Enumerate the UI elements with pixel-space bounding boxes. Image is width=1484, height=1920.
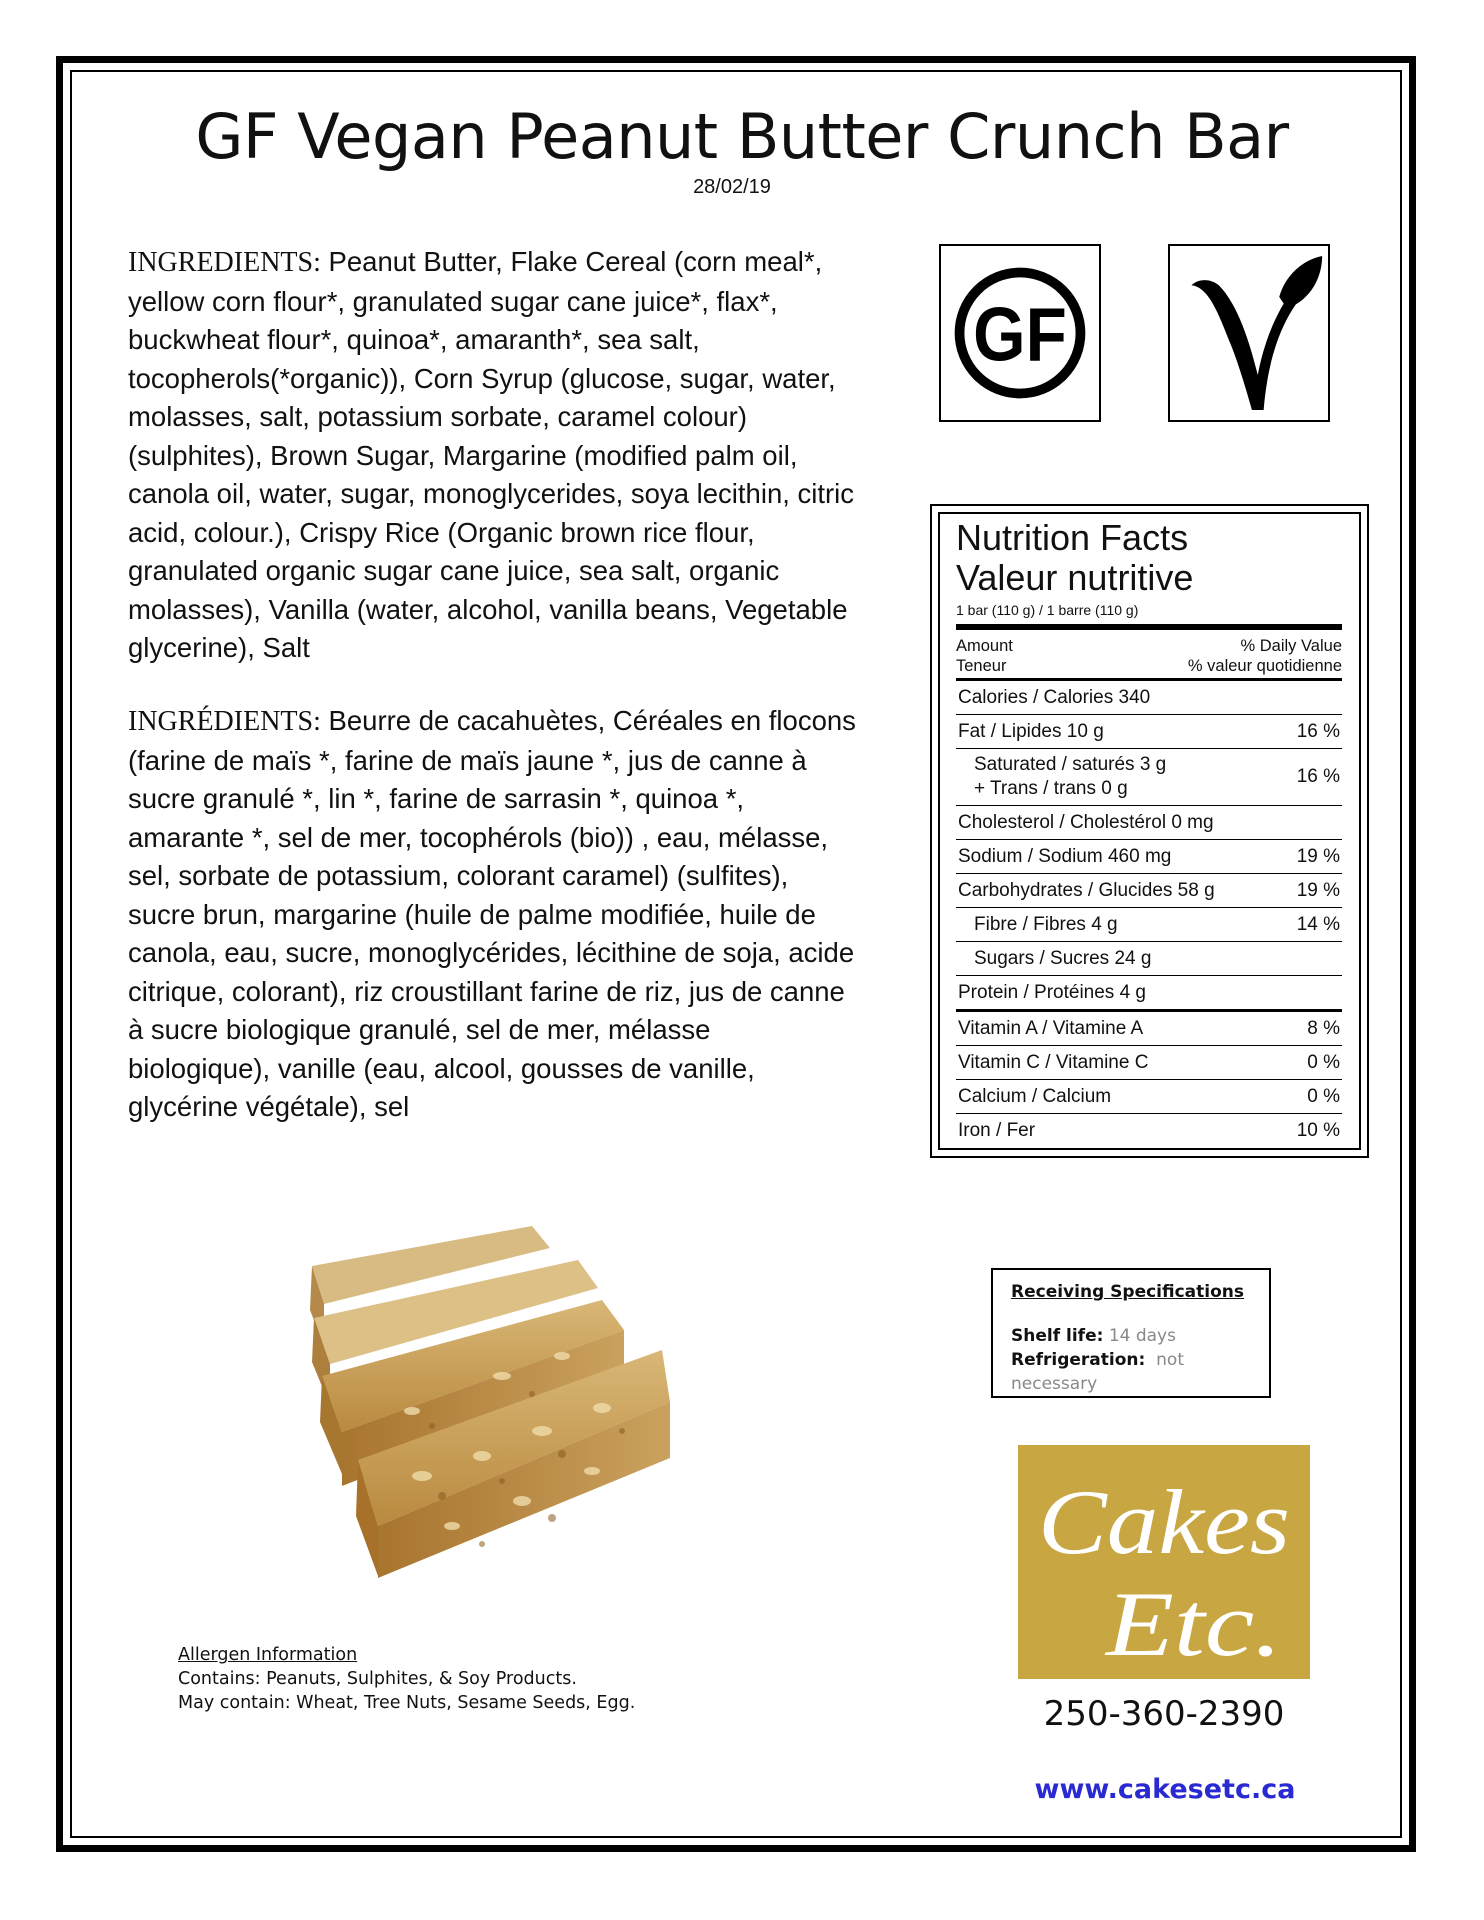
- daily-value-label-en: % Daily Value: [1240, 637, 1342, 655]
- nutrition-row-sodium: [956, 840, 1342, 874]
- refrigeration-value: not necessary: [1011, 1350, 1184, 1394]
- allergen-heading: Allergen Information: [178, 1645, 358, 1665]
- trans-label: + Trans / trans 0 g: [974, 778, 1128, 799]
- gluten-free-icon: [941, 246, 1099, 420]
- nutrition-row-iron: [956, 1114, 1342, 1147]
- gluten-free-badge: [939, 244, 1101, 422]
- nutrition-row-cholesterol: [956, 806, 1342, 840]
- cakes-etc-logo: [1018, 1445, 1310, 1679]
- ingredients-english-text: Peanut Butter, Flake Cereal (corn meal*, yellow corn flour*, granulated sugar cane juice*, flax*, buckwheat flour*, quinoa*, amaranth*, sea salt, tocopherols(*organic)), Corn Syrup (glucose, sugar, water, molasses, salt, potassium sorbate, caramel colour) (sulphites), Brown Sugar, Margarine (modified palm oil, canola oil, water, sugar, monoglycerides, soya lecithin, citric acid, colour.), Crispy Rice (Organic brown rice flour, granulated organic sugar cane juice, sea salt, organic molasses), Vanilla (water, alcohol, vanilla beans, Vegetable glycerine), Salt: [128, 246, 855, 663]
- receiving-heading: Receiving Specifications: [1011, 1282, 1245, 1302]
- phone-number: 250-360-2390: [1043, 1694, 1285, 1734]
- carbohydrates-dv: 19 %: [1296, 879, 1340, 901]
- vitamin-a-dv: 8 %: [1307, 1017, 1340, 1039]
- daily-value-label-fr: % valeur quotidienne: [1187, 657, 1342, 675]
- vitamin-c-dv: 0 %: [1307, 1051, 1340, 1073]
- iron-dv: 10 %: [1296, 1119, 1340, 1141]
- allergen-may-contain: May contain: Wheat, Tree Nuts, Sesame Seeds, Egg.: [178, 1693, 636, 1713]
- cakes-etc-logo-graphic: [1018, 1445, 1310, 1679]
- nutrition-title-en: Nutrition Facts: [956, 517, 1189, 558]
- cholesterol-label: Cholesterol / Cholestérol 0 mg: [958, 811, 1214, 833]
- saturated-label: Saturated / saturés 3 g: [974, 754, 1167, 775]
- nutrition-row-protein: [956, 976, 1342, 1012]
- refrigeration-row: [1011, 1348, 1251, 1396]
- allergen-information: [178, 1643, 635, 1715]
- fat-label: Fat / Lipides 10 g: [958, 720, 1104, 742]
- protein-label: Protein / Protéines 4 g: [958, 981, 1146, 1003]
- nutrition-row-fibre: [956, 908, 1342, 942]
- shelf-life-value: 14 days: [1108, 1326, 1176, 1346]
- refrigeration-label: Refrigeration:: [1011, 1350, 1146, 1370]
- nutrition-title-fr: Valeur nutritive: [956, 557, 1194, 598]
- nutrition-facts-table: [956, 518, 1342, 1147]
- website-link[interactable]: www.cakesetc.ca: [1034, 1774, 1296, 1805]
- fibre-label: Fibre / Fibres 4 g: [974, 913, 1118, 935]
- receiving-specifications-box: [991, 1268, 1271, 1398]
- fibre-dv: 14 %: [1296, 913, 1340, 935]
- sodium-label: Sodium / Sodium 460 mg: [958, 845, 1172, 867]
- nutrition-row-vitamin-a: [956, 1012, 1342, 1046]
- iron-label: Iron / Fer: [958, 1119, 1036, 1141]
- ingredients-english-label: INGREDIENTS:: [128, 247, 321, 278]
- ingredients-english: [128, 243, 858, 668]
- nutrition-row-saturated-trans: [956, 749, 1342, 806]
- logo-line-2: Etc.: [1103, 1573, 1282, 1675]
- ingredients-french-label: INGRÉDIENTS:: [128, 706, 321, 737]
- vitamin-a-label: Vitamin A / Vitamine A: [958, 1017, 1144, 1039]
- logo-line-1: Cakes: [1038, 1471, 1290, 1573]
- nutrition-row-fat: [956, 715, 1342, 749]
- calcium-dv: 0 %: [1307, 1085, 1340, 1107]
- sugars-label: Sugars / Sucres 24 g: [974, 947, 1152, 969]
- product-date: 28/02/19: [693, 176, 771, 198]
- saturated-dv: 16 %: [1296, 766, 1340, 787]
- nutrition-row-calories: [956, 681, 1342, 715]
- serving-size: 1 bar (110 g) / 1 barre (110 g): [956, 602, 1342, 630]
- shelf-life-row: [1011, 1324, 1251, 1348]
- nutrition-header: [956, 630, 1342, 681]
- sodium-dv: 19 %: [1296, 845, 1340, 867]
- amount-label-en: Amount: [956, 637, 1013, 655]
- ingredients-french: [128, 702, 858, 1127]
- nutrition-row-sugars: [956, 942, 1342, 976]
- calories-label: Calories / Calories 340: [958, 686, 1151, 708]
- carbohydrates-label: Carbohydrates / Glucides 58 g: [958, 879, 1215, 901]
- product-photo: [302, 1226, 670, 1588]
- ingredients-french-text: Beurre de cacahuètes, Céréales en flocons (farine de maïs *, farine de maïs jaune *, jus de canne à sucre granulé *, lin *, farine de sarrasin *, quinoa *, amarante *, sel de mer, tocophérols (bio)) , eau, mélasse, sel, sorbate de potassium, colorant caramel) (sulfites), sucre brun, margarine (huile de palme modifiée, huile de canola, eau, sucre, monoglycérides, lécithine de soja, acide citrique, colorant), riz croustillant farine de riz, jus de canne à sucre biologique granulé, sel de mer, mélasse biologique), vanille (eau, alcool, gousses de vanille, glycérine végétale), sel: [128, 705, 856, 1122]
- nutrition-row-vitamin-c: [956, 1046, 1342, 1080]
- vitamin-c-label: Vitamin C / Vitamine C: [958, 1051, 1149, 1073]
- fat-dv: 16 %: [1296, 720, 1340, 742]
- product-title: GF Vegan Peanut Butter Crunch Bar: [195, 100, 1289, 173]
- vegan-leaf-icon: [1170, 246, 1328, 420]
- vegan-badge: [1168, 244, 1330, 422]
- gluten-free-badge-text: GF: [973, 292, 1067, 378]
- nutrition-row-carbohydrates: [956, 874, 1342, 908]
- shelf-life-label: Shelf life:: [1011, 1326, 1104, 1346]
- nutrition-row-calcium: [956, 1080, 1342, 1114]
- calcium-label: Calcium / Calcium: [958, 1085, 1112, 1107]
- granola-bars-image: [302, 1226, 670, 1588]
- amount-label-fr: Teneur: [956, 657, 1007, 675]
- allergen-contains: Contains: Peanuts, Sulphites, & Soy Products.: [178, 1669, 577, 1689]
